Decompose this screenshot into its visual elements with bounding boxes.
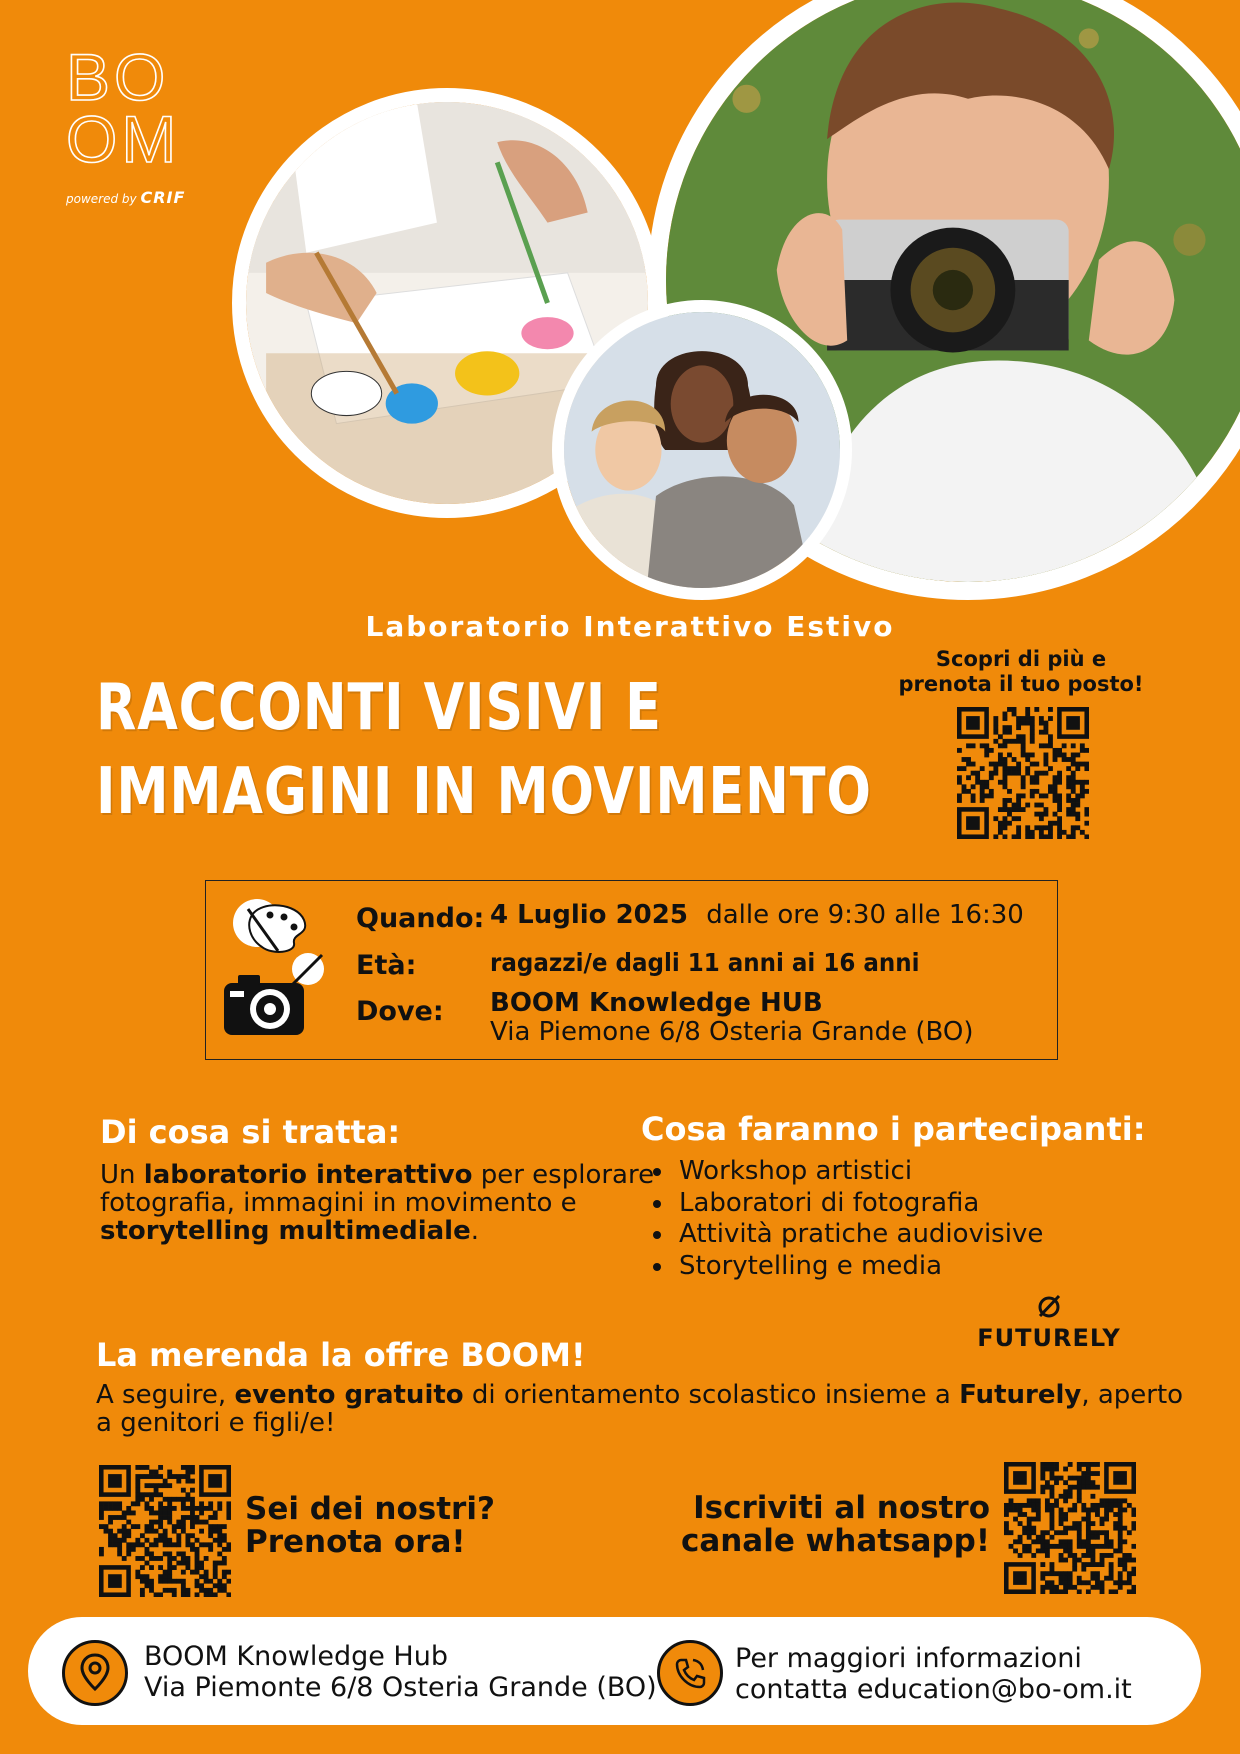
camera-icon	[224, 975, 304, 1035]
cta-prenota-line1: Sei dei nostri?	[245, 1491, 495, 1527]
where-label: Dove:	[356, 996, 444, 1027]
footer-location-line1: BOOM Knowledge Hub	[144, 1641, 448, 1672]
about-text	[100, 1160, 655, 1246]
qr-code-whatsapp[interactable]	[1004, 1462, 1136, 1594]
snack-text-1: A seguire,	[96, 1380, 235, 1410]
qr-top-label-line2: prenota il tuo posto!	[898, 672, 1144, 696]
map-pin-icon	[62, 1640, 128, 1706]
powered-by	[66, 188, 206, 207]
qr-top-label-line1: Scopri di più e	[935, 647, 1107, 671]
footer-location	[144, 1641, 657, 1703]
when-value	[490, 900, 1024, 930]
when-date: 4 Luglio 2025	[490, 900, 688, 930]
about-text-bold-1: laboratorio interattivo	[143, 1160, 473, 1190]
footer-contact-line1: Per maggiori informazioni	[735, 1643, 1082, 1674]
cta-whatsapp	[636, 1492, 990, 1558]
crif-brand: CRIF	[140, 188, 186, 207]
event-title-line2: IMMAGINI IN MOVIMENTO	[96, 755, 872, 829]
about-text-4: .	[470, 1216, 479, 1246]
logo-text-bottom: OM	[66, 102, 181, 176]
footer-location-line2: Via Piemonte 6/8 Osteria Grande (BO)	[144, 1672, 657, 1703]
cta-prenota	[245, 1493, 495, 1559]
art-camera-illustration	[222, 895, 332, 1045]
cta-prenota-line2: Prenota ora!	[245, 1524, 466, 1560]
qr-code-prenota[interactable]	[99, 1465, 231, 1597]
when-time: dalle ore 9:30 alle 16:30	[706, 900, 1024, 930]
snack-text	[96, 1380, 1184, 1438]
footer-contact	[735, 1643, 1132, 1705]
where-address: Via Piemone 6/8 Osteria Grande (BO)	[490, 1017, 974, 1047]
about-text-bold-2: storytelling multimediale	[100, 1216, 471, 1246]
list-item: • Laboratori di fotografia	[675, 1188, 1043, 1220]
cta-whatsapp-line2: canale whatsapp!	[680, 1523, 990, 1559]
when-label: Quando:	[356, 903, 485, 934]
where-value	[490, 989, 974, 1047]
event-subtitle: Laboratorio Interattivo Estivo	[365, 610, 895, 643]
age-value: ragazzi/e dagli 11 anni ai 16 anni	[490, 948, 920, 977]
phone-icon	[657, 1640, 723, 1706]
list-item: • Storytelling e media	[675, 1251, 1043, 1283]
snack-text-3: , aperto	[1081, 1380, 1184, 1410]
footer-contact-email[interactable]: contatta education@bo-om.it	[735, 1674, 1132, 1705]
activities-title: Cosa faranno i partecipanti:	[641, 1110, 1146, 1148]
about-text-1: Un	[100, 1160, 144, 1190]
futurely-logo-icon	[1034, 1292, 1064, 1320]
event-title	[96, 666, 872, 834]
list-item: • Workshop artistici	[675, 1156, 1043, 1188]
qr-top-label	[890, 647, 1152, 697]
about-text-3: fotografia, immagini in movimento e	[100, 1188, 577, 1218]
futurely-logo	[974, 1292, 1124, 1352]
snack-text-bold-2: Futurely	[959, 1380, 1082, 1410]
event-title-line1: RACCONTI VISIVI E	[96, 671, 662, 745]
futurely-name: FUTURELY	[977, 1324, 1121, 1352]
age-label: Età:	[356, 950, 417, 981]
logo-text-top: BO	[66, 40, 170, 114]
boom-logo	[66, 40, 206, 207]
activities-list	[641, 1156, 1043, 1282]
qr-code-booking[interactable]	[957, 707, 1089, 839]
list-item: • Attività pratiche audiovisive	[675, 1219, 1043, 1251]
snack-title: La merenda la offre BOOM!	[96, 1336, 586, 1374]
cta-whatsapp-line1: Iscriviti al nostro	[693, 1490, 990, 1526]
snack-text-bold-1: evento gratuito	[234, 1380, 464, 1410]
photo-kids	[552, 300, 852, 600]
snack-text-4: a genitori e figli/e!	[96, 1408, 336, 1438]
snack-text-2: di orientamento scolastico insieme a	[463, 1380, 960, 1410]
about-title: Di cosa si tratta:	[100, 1113, 401, 1151]
powered-by-label: powered by	[66, 192, 137, 206]
about-text-2: per esplorare	[472, 1160, 655, 1190]
where-name: BOOM Knowledge HUB	[490, 988, 823, 1018]
